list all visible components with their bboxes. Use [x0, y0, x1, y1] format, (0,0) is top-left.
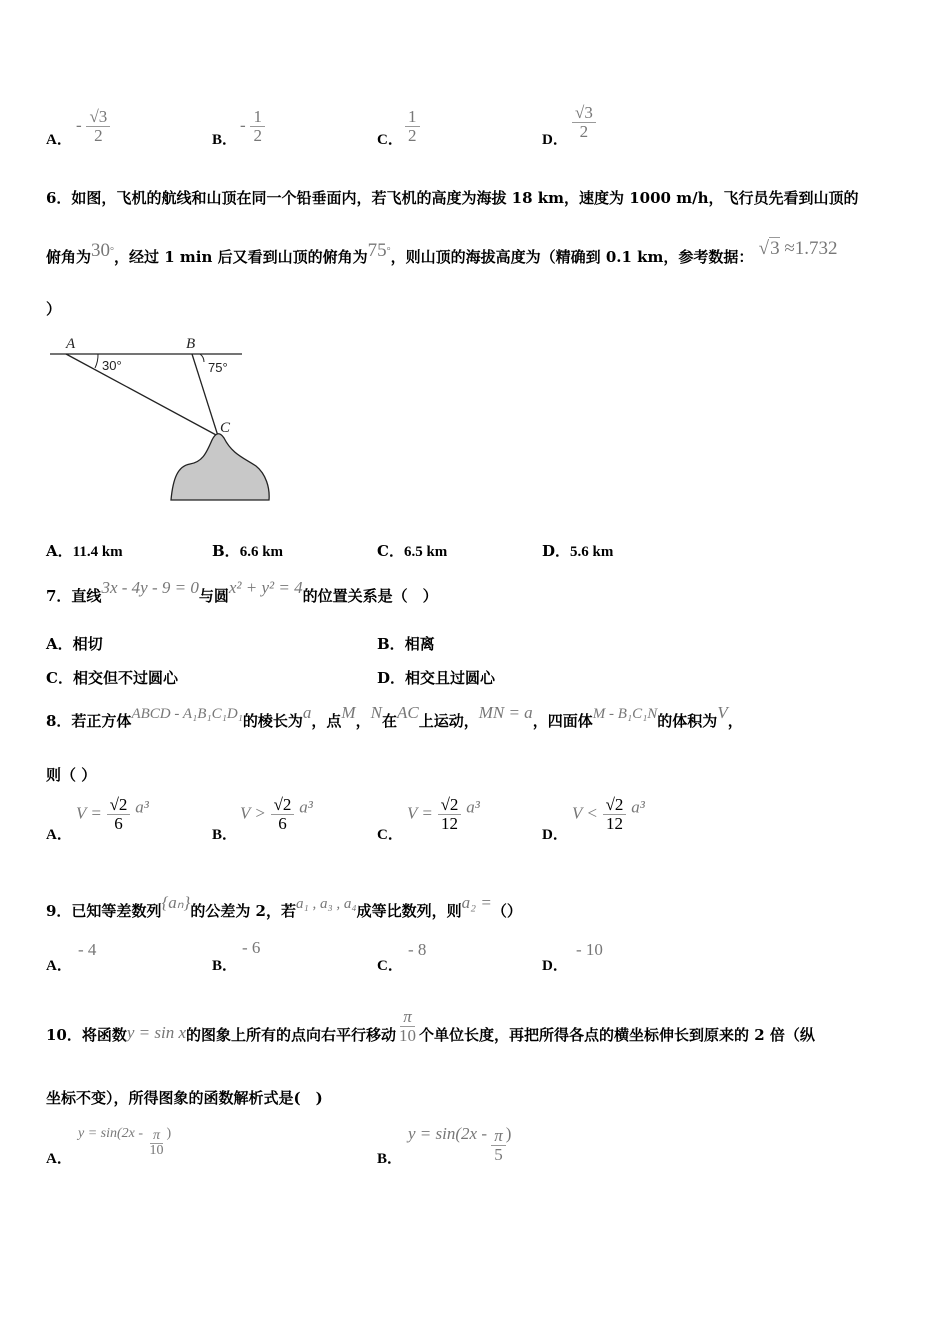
- q9-option-c-value: - 8: [408, 940, 427, 959]
- q8-option-b-label: B．: [212, 827, 238, 843]
- q7-option-d: D．相交且过圆心: [377, 669, 496, 687]
- q6-mountain-figure: [40, 328, 280, 508]
- q5-option-b-value: - $\frac{1}{2}$: [240, 108, 265, 145]
- q7-option-a: A．相切: [46, 635, 103, 653]
- angle-A-label: 30°: [102, 358, 122, 373]
- q5-option-d-value: $\frac{√3}{2}$: [572, 104, 596, 141]
- q8-option-a-label: A．: [46, 827, 72, 843]
- q7-option-b: B．相离: [377, 635, 435, 653]
- point-C-label: C: [220, 420, 231, 436]
- q7-option-c: C．相交但不过圆心: [46, 669, 178, 687]
- q7-stem: 7．直线3x - 4y - 9 = 0与圆x² + y² = 4的位置关系是（ ）: [46, 578, 438, 605]
- q10-option-a-label: A．: [46, 1151, 72, 1167]
- point-B-label: B: [186, 336, 196, 352]
- q9-option-d-value: - 10: [576, 940, 603, 959]
- q10-stem-line2: 坐标不变），所得图象的函数解析式是( ): [46, 1089, 323, 1107]
- q10-stem-line1: 10．将函数y = sin x的图象上所有的点向右平行移动 $\frac{\pi}{10}$ 个单位长度，再把所得各点的横坐标伸长到原来的 2 倍（纵: [46, 1007, 815, 1045]
- q9-option-b-value: - 6: [242, 938, 261, 957]
- q6-option-d: D．5.6 km: [542, 542, 614, 560]
- q6-option-a: A．11.4 km: [46, 542, 123, 560]
- q6-stem-line2: 俯角为30°，经过 1 min 后又看到山顶的俯角为75°，则山顶的海拔高度为（精确到 0.1 km，参考数据： √3 ≈1.732: [46, 238, 838, 266]
- angle-A-arc: [95, 354, 98, 368]
- q6-stem-line3: ）: [46, 300, 62, 318]
- line-AC: [66, 354, 218, 436]
- mountain: [171, 434, 269, 500]
- q6-option-c: C．6.5 km: [377, 542, 448, 560]
- q6-stem-line1: 6．如图，飞机的航线和山顶在同一个铅垂面内，若飞机的高度为海拔 18 km，速度为 1000 m/h，飞行员先看到山顶的: [46, 189, 859, 207]
- q8-option-d-label: D．: [542, 827, 568, 843]
- q8-option-b-value: V > $\frac{√2}{6}$ a³: [240, 795, 313, 833]
- q6-option-b: B．6.6 km: [212, 542, 284, 560]
- q10-option-a-value: y = sin(2x - $\frac{\pi}{10}$ ): [78, 1126, 172, 1159]
- q8-stem-line2: 则（ ）: [46, 766, 97, 784]
- q9-option-b-label: B．: [212, 958, 238, 974]
- q9-option-a-label: A．: [46, 958, 72, 974]
- q9-stem: 9．已知等差数列{aₙ}的公差为 2，若a₁ , a₃ , a₄成等比数列，则a₂ =（）: [46, 893, 522, 920]
- angle-B-label: 75°: [208, 360, 228, 375]
- point-A-label: A: [66, 336, 76, 352]
- q10-option-b-value: y = sin(2x - $\frac{\pi}{5}$ ): [408, 1124, 512, 1164]
- q8-option-a-value: V = $\frac{√2}{6}$ a³: [76, 795, 149, 833]
- q10-option-b-label: B．: [377, 1151, 403, 1167]
- q8-option-c-value: V = $\frac{√2}{12}$ a³: [407, 795, 480, 833]
- angle-B-arc: [200, 354, 204, 362]
- q8-option-d-value: V < $\frac{√2}{12}$ a³: [572, 795, 645, 833]
- q5-option-c-label: C．: [377, 132, 403, 148]
- q9-option-d-label: D．: [542, 958, 568, 974]
- q8-stem-line1: 8．若正方体ABCD - A₁B₁C₁D₁的棱长为a，点M，N在AC上运动，MN = a，四面体M - B₁C₁N的体积为V，: [46, 703, 743, 730]
- q5-option-a-label: A．: [46, 132, 72, 148]
- q9-option-a-value: - 4: [78, 940, 97, 959]
- q8-option-c-label: C．: [377, 827, 403, 843]
- q9-option-c-label: C．: [377, 958, 403, 974]
- q5-option-d-label: D．: [542, 132, 568, 148]
- q5-option-c-value: $\frac{1}{2}$: [405, 108, 420, 145]
- q5-option-b-label: B．: [212, 132, 238, 148]
- q5-option-a-value: - $\frac{√3}{2}$: [76, 108, 110, 145]
